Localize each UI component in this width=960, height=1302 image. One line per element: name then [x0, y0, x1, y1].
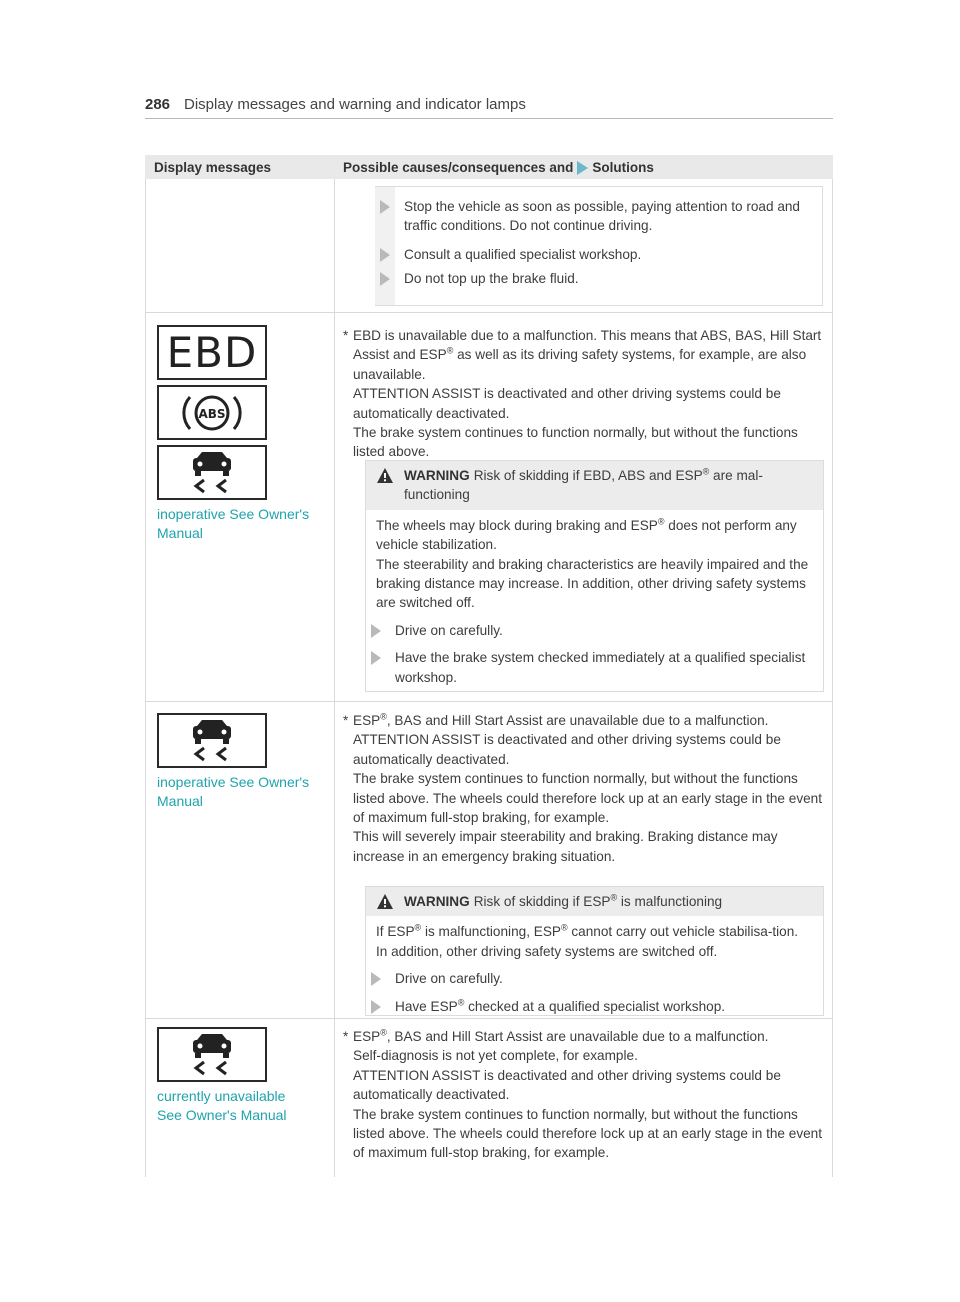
- description: [343, 326, 823, 462]
- warning-text: Risk of skidding if EBD, ABS and ESP: [473, 468, 703, 483]
- warning-text: Risk of skidding if ESP: [473, 894, 611, 909]
- step-item: [375, 245, 824, 264]
- display-message-line: currently unavailable: [157, 1088, 286, 1104]
- warning-body: [366, 916, 823, 1020]
- warning-header: WARNING Risk of skidding if EBD, ABS and ESP® are mal-functioning: [366, 461, 823, 510]
- col-header-causes: [343, 160, 654, 175]
- display-message-line: Manual: [157, 793, 203, 809]
- step-text: Do not top up the brake fluid.: [404, 271, 579, 286]
- abs-lamp: [157, 385, 267, 440]
- step-arrow-icon: [380, 248, 390, 262]
- step-text: Drive on carefully.: [395, 971, 503, 987]
- description: [343, 1027, 823, 1163]
- step-text: Have ESP® checked at a qualified specialist workshop.: [395, 997, 726, 1014]
- col-header-solutions-text: Solutions: [592, 160, 654, 175]
- step-arrow-icon: [371, 624, 381, 638]
- display-message: [157, 1087, 287, 1125]
- step-item: [366, 648, 815, 687]
- col-header-causes-text: Possible causes/consequences and: [343, 160, 574, 175]
- paragraph: EBD is unavailable due to a malfunction. This means that ABS, BAS, Hill Start Assist and ESP® as well as its driving safety systems, for example, are also unavailable.: [353, 328, 822, 382]
- warning-triangle-icon: [377, 468, 393, 483]
- step-arrow-icon: [371, 651, 381, 665]
- paragraph: The brake system continues to function normally, but without the functions listed above. The wheels could therefore lock up at an early stage in the event of maximum full-stop braking, for example.: [353, 1106, 823, 1161]
- step-item: [375, 197, 824, 236]
- description: [343, 711, 823, 866]
- display-message-line: inoperative See Owner's: [157, 774, 310, 790]
- step-text: Drive on carefully.: [395, 622, 503, 638]
- triangle-right-icon: [577, 161, 588, 175]
- lamp-group: [157, 713, 309, 811]
- paragraph: The brake system continues to function normally, but without the functions listed above. The wheels could therefore lock up at an early stage in the event of maximum full-stop braking, for example.: [353, 771, 823, 826]
- step-text: Have the brake system checked immediately at a qualified specialist workshop.: [395, 650, 806, 685]
- warning-text: are mal-functioning: [404, 468, 763, 503]
- asterisk-mark: *: [343, 1029, 349, 1044]
- table-row: [145, 702, 833, 1019]
- ebd-lamp: [157, 325, 267, 380]
- display-messages-table: [145, 155, 833, 1177]
- asterisk-mark: *: [343, 713, 349, 728]
- step-item: [366, 621, 815, 640]
- table-row: [145, 313, 833, 702]
- step-arrow-icon: [380, 200, 390, 214]
- esp-lamp: [157, 1027, 267, 1082]
- skidding-car-icon: [182, 716, 242, 766]
- step-item: [375, 269, 824, 288]
- step-arrow-icon: [380, 272, 390, 286]
- warning-triangle-icon: [377, 894, 393, 909]
- table-row: [145, 179, 833, 313]
- warning-box: [365, 886, 824, 1016]
- warning-box: [365, 460, 824, 692]
- paragraph: Self-diagnosis is not yet complete, for example.: [353, 1048, 638, 1064]
- step-item: [366, 997, 815, 1016]
- paragraph: ATTENTION ASSIST is deactivated and other driving systems could be automatically deactivated.: [353, 386, 781, 421]
- paragraph: ESP®, BAS and Hill Start Assist are unavailable due to a malfunction.: [353, 711, 769, 728]
- warning-text: is malfunctioning: [617, 894, 723, 909]
- ebd-icon: EBD: [166, 328, 258, 377]
- paragraph: The wheels may block during braking and ESP® does not perform any vehicle stabilization.: [376, 516, 797, 553]
- steps-box: [375, 186, 823, 306]
- paragraph: ESP®, BAS and Hill Start Assist are unavailable due to a malfunction.: [353, 1027, 769, 1044]
- paragraph: The brake system continues to function normally, but without the functions listed above.: [353, 425, 798, 460]
- warning-title: WARNING: [404, 468, 470, 483]
- column-divider: [334, 313, 335, 701]
- warning-header: WARNING Risk of skidding if ESP® is malfunctioning: [366, 887, 823, 916]
- svg-text:ABS: ABS: [198, 406, 226, 421]
- paragraph: ATTENTION ASSIST is deactivated and other driving systems could be automatically deactivated.: [353, 1067, 781, 1103]
- paragraph: If ESP® is malfunctioning, ESP® cannot carry out vehicle stabilisa-tion. In addition, other driving safety systems are switched off.: [376, 922, 799, 959]
- table-row: [145, 1019, 833, 1177]
- lamp-group: [157, 1027, 287, 1125]
- section-title: Display messages and warning and indicator lamps: [184, 96, 526, 113]
- step-arrow-icon: [371, 1000, 381, 1014]
- table-header: [145, 155, 833, 179]
- skidding-car-icon: [182, 1030, 242, 1080]
- esp-lamp: [157, 713, 267, 768]
- step-item: [366, 969, 815, 988]
- paragraph: The steerability and braking characteristics are heavily impaired and the braking distance may increase. In addition, other driving safety systems are switched off.: [376, 556, 809, 611]
- page-header: [145, 96, 833, 119]
- column-divider: [334, 179, 335, 312]
- warning-title: WARNING: [404, 894, 470, 909]
- display-message-line: See Owner's Manual: [157, 1107, 287, 1123]
- step-arrow-icon: [371, 972, 381, 986]
- paragraph: This will severely impair steerability and braking. Braking distance may increase in an emergency braking situation.: [353, 829, 778, 864]
- warning-body: [366, 510, 823, 691]
- display-message-line: Manual: [157, 525, 203, 541]
- display-message: [157, 773, 309, 811]
- col-header-display-messages: Display messages: [154, 160, 272, 175]
- column-divider: [334, 702, 335, 1018]
- step-text: Stop the vehicle as soon as possible, paying attention to road and traffic conditions. Do not continue driving.: [404, 199, 800, 234]
- asterisk-mark: *: [343, 328, 349, 343]
- lamp-group: [157, 325, 309, 543]
- display-message: [157, 505, 309, 543]
- page-number: 286: [145, 96, 171, 113]
- step-text: Consult a qualified specialist workshop.: [404, 247, 642, 262]
- esp-lamp: [157, 445, 267, 500]
- display-message-line: inoperative See Owner's: [157, 506, 310, 522]
- column-divider: [334, 1019, 335, 1177]
- skidding-car-icon: [182, 448, 242, 498]
- abs-icon: [172, 389, 252, 437]
- paragraph: ATTENTION ASSIST is deactivated and other driving systems could be automatically deactivated.: [353, 732, 781, 767]
